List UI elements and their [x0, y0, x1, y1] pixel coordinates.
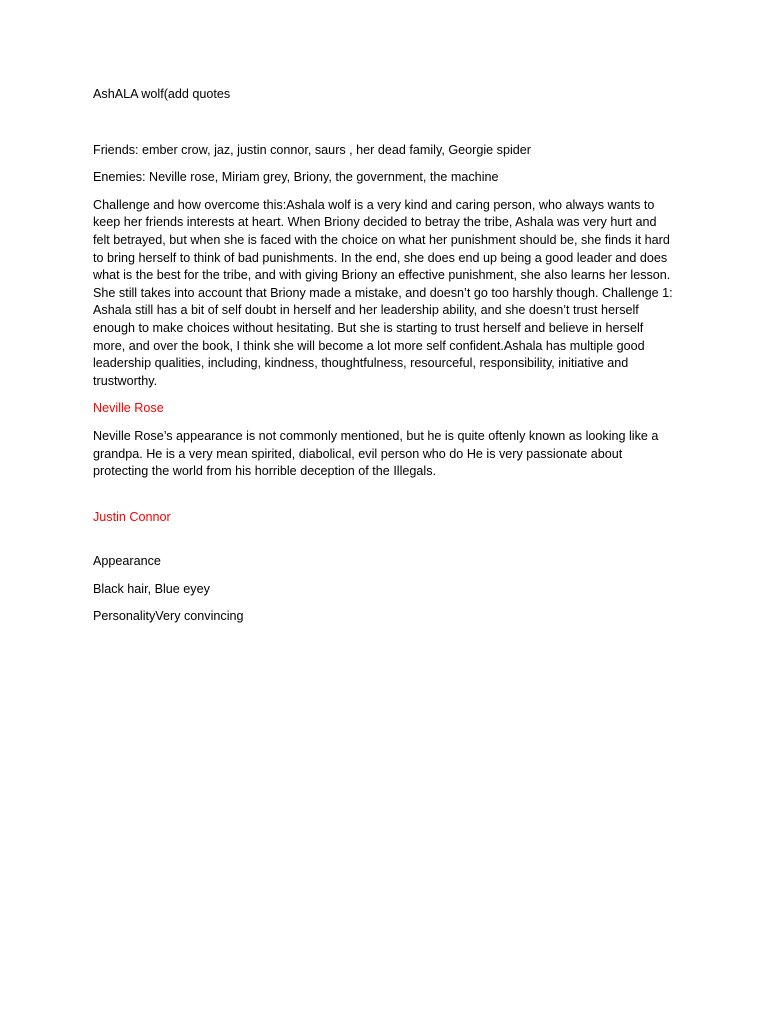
friends-line: Friends: ember crow, jaz, justin connor, saurs , her dead family, Georgie spider: [93, 142, 531, 157]
challenge-paragraph: Challenge and how overcome this:Ashala wolf is a very kind and caring person, who always wants to keep her friends interests at heart. When Briony decided to betray the tribe, Ashala was very hurt and felt betrayed, but when she is faced with the choice on what her punishment should be, she finds it hard to bring herself to think of bad punishments. In the end, she does end up being a good leader and does what is the best for the tribe, and with giving Briony an effective punishment, she also learns her lesson. She still takes into account that Briony made a mistake, and doesn’t go too harshly though. Challenge 1: Ashala still has a bit of self doubt in herself and her leadership ability, and she doesn’t trust herself enough to make choices without hesitating. But she is starting to trust herself and believe in herself more, and over the book, I think she will become a lot more self confident.Ashala has multiple good leadership qualities, including, kindness, thoughtfulness, resourceful, responsibility, initiative and trustworthy.: [93, 197, 673, 388]
document-body: [93, 86, 673, 636]
neville-rose-paragraph: Neville Rose’s appearance is not commonly mentioned, but he is quite oftenly known as looking like a grandpa. He is a very mean spirited, diabolical, evil person who do He is very passionate about protecting the world from his horrible deception of the Illegals.: [93, 428, 659, 479]
appearance-label: Appearance: [93, 554, 161, 569]
document-title: AshALA wolf(add quotes: [93, 87, 231, 101]
justin-connor-heading: Justin Connor: [93, 509, 171, 524]
personality-text: PersonalityVery convincing: [93, 609, 244, 624]
appearance-text: Black hair, Blue eyey: [93, 581, 210, 596]
neville-rose-heading: Neville Rose: [93, 401, 164, 416]
enemies-line: Enemies: Neville rose, Miriam grey, Briony, the government, the machine: [93, 170, 499, 185]
